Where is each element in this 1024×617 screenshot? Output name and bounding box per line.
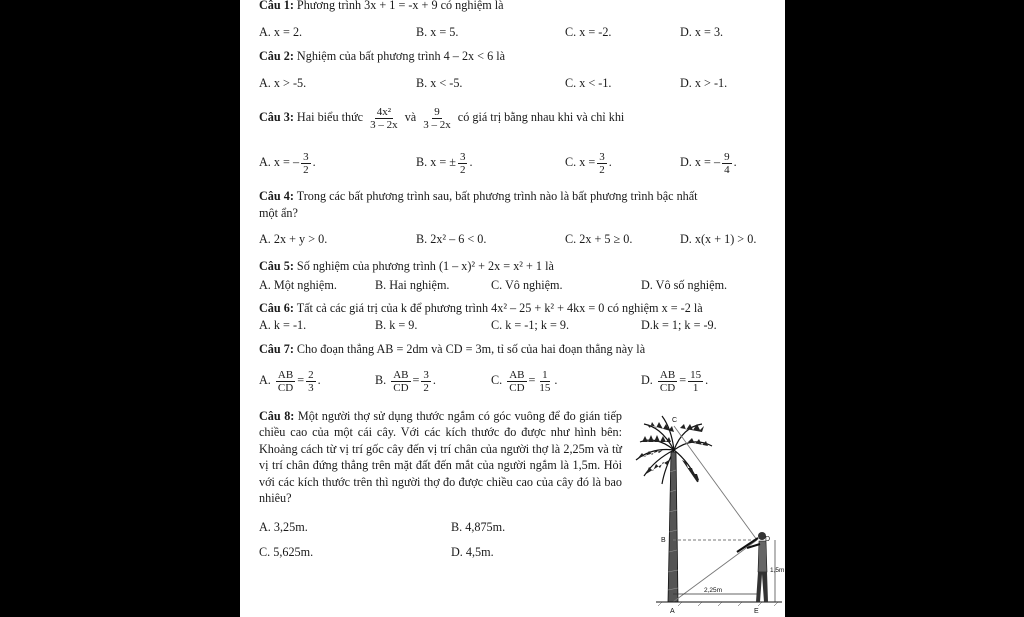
option-fraction-value: [537, 369, 552, 394]
fraction-denominator: 4: [724, 163, 730, 176]
q7-option-d[interactable]: [641, 363, 708, 397]
equals-sign: =: [412, 373, 420, 387]
q3-option-b[interactable]: [416, 147, 473, 177]
fraction-numerator: 1: [542, 368, 548, 381]
q5-option-b[interactable]: B. Hai nghiệm.: [375, 278, 450, 292]
q7-option-b[interactable]: [375, 363, 436, 397]
q2-option-d[interactable]: D. x > -1.: [680, 76, 728, 90]
q2-option-b[interactable]: B. x < -5.: [416, 76, 463, 90]
option-fraction: [597, 151, 607, 176]
fraction-numerator: 3: [423, 368, 429, 381]
q1-option-a[interactable]: A. x = 2.: [259, 25, 303, 39]
q4-option-a[interactable]: A. 2x + y > 0.: [259, 232, 328, 246]
fraction-denominator: 15: [539, 381, 551, 394]
label-a: A: [670, 608, 675, 615]
q8-option-a[interactable]: A. 3,25m.: [259, 520, 308, 534]
question-text: Tất cả các giá trị của k để phương trình 4x² – 25 + k² + 4kx = 0 có nghiệm x = -2 là: [296, 301, 703, 315]
label-e: E: [754, 608, 759, 615]
q5-option-d[interactable]: D. Vô số nghiệm.: [641, 278, 728, 292]
fraction-denominator: 3: [308, 381, 314, 394]
equals-sign: =: [679, 373, 687, 387]
q4-option-d[interactable]: D. x(x + 1) > 0.: [680, 232, 757, 246]
q1-option-d[interactable]: D. x = 3.: [680, 25, 724, 39]
fraction-denominator: 2: [459, 163, 466, 176]
fraction-denominator: 2: [599, 163, 605, 176]
q6-option-b[interactable]: B. k = 9.: [375, 318, 418, 332]
question-7: [259, 342, 645, 357]
option-prefix: D. x = –: [680, 155, 721, 169]
equals-sign: =: [297, 373, 305, 387]
fraction-numerator: 4x²: [376, 105, 392, 118]
question-text: Số nghiệm của phương trình (1 – x)² + 2x = x² + 1 là: [296, 259, 554, 273]
option-fraction-value: [688, 369, 703, 394]
question-label: Câu 7:: [259, 342, 294, 356]
question-text: Hai biểu thức: [296, 110, 364, 124]
fraction-numerator: 3: [459, 150, 466, 163]
q5-option-c[interactable]: C. Vô nghiệm.: [491, 278, 563, 292]
question-label: Câu 2:: [259, 49, 294, 63]
label-c: C: [672, 417, 678, 424]
question-text: Trong các bất phương trình sau, bất phương trình nào là bất phương trình bậc nhất: [296, 189, 698, 203]
fraction-denominator: 3 – 2x: [370, 118, 398, 131]
label-d: D: [765, 536, 771, 543]
question-4: [259, 189, 698, 204]
fraction-denominator: 2: [423, 381, 429, 394]
q3-option-d[interactable]: [680, 147, 737, 177]
option-fraction-ratio: [391, 369, 410, 394]
q1-option-c[interactable]: C. x = -2.: [565, 25, 612, 39]
option-prefix: B.: [375, 373, 387, 387]
q6-option-c[interactable]: C. k = -1; k = 9.: [491, 318, 570, 332]
q2-option-a[interactable]: A. x > -5.: [259, 76, 307, 90]
fraction-expression-2: [421, 106, 453, 131]
question-label: Câu 3:: [259, 110, 294, 124]
q1-option-b[interactable]: B. x = 5.: [416, 25, 459, 39]
distance-value: 2,25m: [704, 587, 723, 594]
question-2: [259, 49, 505, 64]
option-fraction: [722, 151, 732, 176]
fraction-denominator: CD: [277, 381, 294, 394]
question-4-continued: một ẩn?: [259, 206, 298, 220]
tree-trunk: [668, 452, 678, 602]
option-prefix: D.: [641, 373, 653, 387]
q4-option-b[interactable]: B. 2x² – 6 < 0.: [416, 232, 487, 246]
fraction-numerator: 9: [434, 105, 440, 118]
option-suffix: .: [432, 373, 436, 387]
option-prefix: A.: [259, 373, 271, 387]
label-b: B: [661, 537, 666, 544]
option-fraction: [301, 151, 311, 176]
q3-option-c[interactable]: [565, 147, 612, 177]
question-6: [259, 301, 703, 316]
option-suffix: .: [733, 155, 737, 169]
fraction-denominator: CD: [659, 381, 676, 394]
height-value: 1,5m: [770, 567, 785, 574]
fraction-numerator: 2: [308, 368, 314, 381]
fraction-denominator: CD: [509, 381, 525, 394]
question-text: có giá trị bằng nhau khi và chỉ khi: [457, 110, 625, 124]
q6-option-a[interactable]: A. k = -1.: [259, 318, 307, 332]
fraction-denominator: 1: [692, 381, 699, 394]
question-text: Nghiệm của bất phương trình 4 – 2x < 6 là: [296, 49, 506, 63]
q7-option-c[interactable]: [491, 363, 557, 397]
fraction-numerator: AB: [659, 368, 676, 381]
q5-option-a[interactable]: A. Một nghiệm.: [259, 278, 337, 292]
fraction-denominator: CD: [393, 381, 409, 394]
option-fraction: [458, 151, 468, 176]
option-prefix: C. x =: [565, 155, 596, 169]
equals-sign: =: [528, 373, 536, 387]
fraction-expression-1: [368, 106, 400, 131]
fraction-numerator: AB: [277, 368, 294, 381]
option-fraction-value: [306, 369, 316, 394]
option-suffix: .: [608, 155, 612, 169]
option-fraction-value: [421, 369, 431, 394]
question-label: Câu 4:: [259, 189, 294, 203]
q6-option-d[interactable]: D.k = 1; k = -9.: [641, 318, 717, 332]
q8-option-c[interactable]: C. 5,625m.: [259, 545, 314, 559]
question-5: [259, 259, 554, 274]
option-prefix: B. x = ±: [416, 155, 456, 169]
fraction-numerator: 9: [724, 150, 730, 163]
fraction-denominator: 3 – 2x: [423, 118, 451, 131]
fraction-numerator: AB: [509, 368, 525, 381]
question-3: [259, 102, 624, 132]
option-prefix: A. x = –: [259, 155, 300, 169]
ground-hatch: [658, 602, 778, 606]
q7-option-a[interactable]: [259, 363, 321, 397]
question-label: Câu 6:: [259, 301, 294, 315]
fraction-numerator: 3: [599, 150, 605, 163]
option-suffix: .: [312, 155, 316, 169]
option-suffix: .: [317, 373, 321, 387]
surveyor-person-icon: [737, 532, 771, 602]
question-8: [259, 408, 622, 506]
question-text: Cho đoạn thẳng AB = 2dm và CD = 3m, tỉ số của hai đoạn thẳng này là: [296, 342, 646, 356]
fraction-numerator: 15: [690, 368, 702, 381]
q8-option-d[interactable]: D. 4,5m.: [451, 545, 494, 559]
question-text: và: [404, 110, 417, 124]
option-suffix: .: [469, 155, 473, 169]
question-label: Câu 1:: [259, 0, 294, 12]
question-1: [259, 0, 504, 13]
option-fraction-ratio: [276, 369, 295, 394]
option-prefix: C.: [491, 373, 503, 387]
q3-option-a[interactable]: [259, 147, 316, 177]
q2-option-c[interactable]: C. x < -1.: [565, 76, 612, 90]
fraction-denominator: 2: [303, 163, 309, 176]
option-fraction-ratio: [658, 369, 677, 394]
question-label: Câu 5:: [259, 259, 294, 273]
line-of-sight-top: [674, 426, 757, 540]
q4-option-c[interactable]: C. 2x + 5 ≥ 0.: [565, 232, 633, 246]
tree-measurement-figure: [632, 412, 785, 617]
fraction-numerator: 3: [303, 150, 309, 163]
fraction-numerator: AB: [393, 368, 409, 381]
option-suffix: .: [705, 373, 709, 387]
q8-option-b[interactable]: B. 4,875m.: [451, 520, 506, 534]
question-label: Câu 8:: [259, 409, 295, 423]
option-suffix: .: [554, 373, 558, 387]
exam-page: [240, 0, 785, 617]
question-text: Một người thợ sử dụng thước ngắm có góc vuông để đo gián tiếp chiều cao của một cái cây. Với các kích thước đo được như hình bên: Khoảng cách từ vị trí gốc cây đến vị trí chân của người thợ là 2,25m và từ vị trí chân đứng thẳng trên mặt đất đến mắt của người ngắm là 1,5m. Hỏi với các kích thước trên thì người thợ đo được chiều cao của cây đó là bao nhiêu?: [259, 409, 623, 506]
option-fraction-ratio: [507, 369, 526, 394]
question-text: Phương trình 3x + 1 = -x + 9 có nghiệm là: [296, 0, 504, 12]
